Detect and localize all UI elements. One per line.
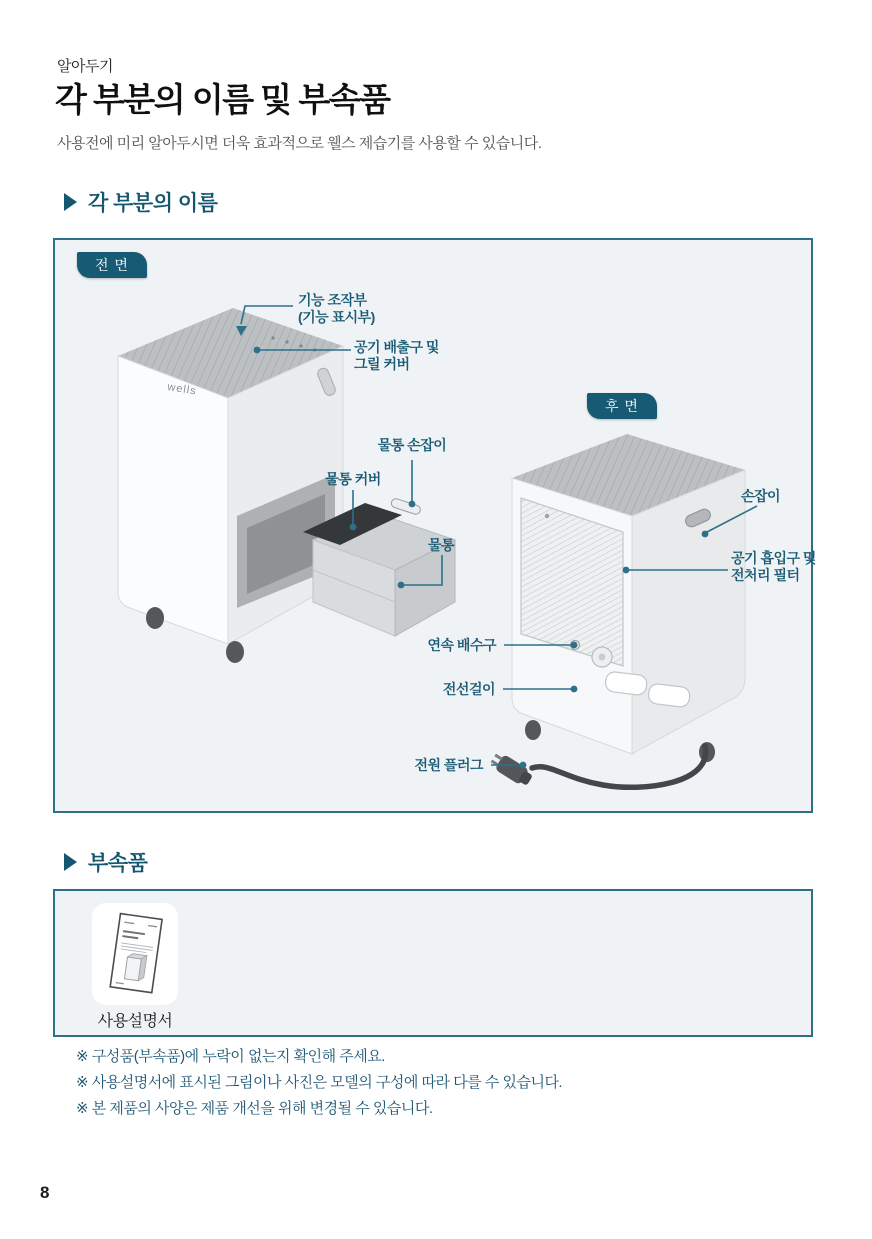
footnote-line: ※ 본 제품의 사양은 제품 개선을 위해 변경될 수 있습니다. (76, 1100, 433, 1117)
triangle-bullet-icon (64, 853, 77, 871)
label-water-tank: 물통 (428, 537, 455, 553)
eyebrow-text: 알아두기 (57, 58, 113, 75)
front-unit-illustration (118, 308, 343, 663)
parts-diagram-panel (53, 238, 816, 813)
power-cord (532, 746, 706, 787)
triangle-bullet-icon (64, 193, 77, 211)
section-header-parts (64, 187, 217, 217)
label-tank-cover: 물통 커버 (325, 471, 381, 487)
section-title-accessories: 부속품 (88, 852, 148, 875)
footnote-line: ※ 구성품(부속품)에 누락이 없는지 확인해 주세요. (76, 1048, 385, 1065)
rear-unit-illustration (489, 434, 745, 788)
label-handle: 손잡이 (741, 488, 781, 504)
parts-diagram-illustration (55, 240, 811, 811)
label-tank-handle: 물통 손잡이 (377, 437, 447, 453)
rear-view-badge: 후 면 (587, 393, 657, 419)
page-subtitle: 사용전에 미리 알아두시면 더욱 효과적으로 웰스 제습기를 사용할 수 있습니다. (57, 135, 542, 152)
front-caster-right (226, 641, 244, 663)
front-caster-left (146, 607, 164, 629)
footnote-line: ※ 사용설명서에 표시된 그림이나 사진은 모델의 구성에 따라 다를 수 있습니다. (76, 1074, 563, 1091)
section-title-parts: 각 부분의 이름 (88, 192, 218, 215)
page-title: 각 부분의 이름 및 부속품 (55, 81, 390, 118)
label-air-inlet-filter: 공기 흡입구 및 전처리 필터 (731, 550, 816, 583)
footnotes (76, 1044, 562, 1122)
label-power-plug: 전원 플러그 (414, 757, 483, 773)
power-plug-illustration (489, 750, 535, 788)
label-control-panel: 기능 조작부 (기능 표시부) (298, 292, 375, 325)
accessories-panel (53, 889, 813, 1037)
label-air-outlet: 공기 배출구 및 그릴 커버 (354, 339, 439, 372)
front-view-badge: 전 면 (77, 252, 147, 278)
label-cord-hook: 전선걸이 (442, 681, 495, 697)
rear-caster-left (525, 720, 541, 740)
label-continuous-drain: 연속 배수구 (427, 637, 496, 653)
accessory-item-name: 사용설명서 (97, 1013, 173, 1030)
manual-thumbnail-tile (92, 903, 178, 1005)
brand-logo-front: wells (166, 381, 198, 398)
manual-booklet-icon (92, 903, 178, 1005)
page-number: 8 (40, 1183, 50, 1202)
section-header-accessories (64, 847, 147, 877)
